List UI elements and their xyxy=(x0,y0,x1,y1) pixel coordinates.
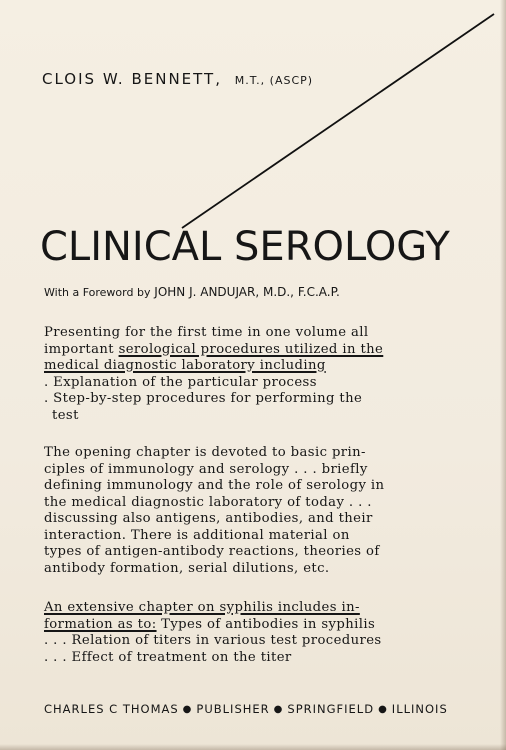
page-edge-shadow xyxy=(0,744,506,750)
syphilis-line: . . . Relation of titers in various test procedures xyxy=(44,633,382,648)
underlined-text: An extensive chapter on syphilis includes in- xyxy=(44,600,360,615)
bullet-item-continuation: test xyxy=(52,407,79,423)
author-credentials: M.T., (ASCP) xyxy=(234,74,314,87)
page-edge-shadow xyxy=(500,0,506,750)
intro-line xyxy=(44,358,464,375)
bullet-dot-icon: ● xyxy=(273,704,284,715)
syphilis-line xyxy=(44,600,464,617)
chapter-line: The opening chapter is devoted to basic prin- xyxy=(44,445,366,460)
publisher-line xyxy=(44,702,448,716)
chapter-line: defining immunology and the role of serology in xyxy=(44,478,385,493)
intro-line: Presenting for the first time in one volume all xyxy=(44,325,369,340)
underlined-text: medical diagnostic laboratory including xyxy=(44,358,326,373)
intro-line xyxy=(44,342,464,359)
underlined-text: formation as to: xyxy=(44,616,157,632)
underlined-text: serological procedures utilized in the xyxy=(118,341,384,357)
bullet-dot-icon: ● xyxy=(182,704,193,715)
publisher-name: CHARLES C THOMAS xyxy=(44,702,179,716)
foreword-line xyxy=(44,285,340,299)
author-line xyxy=(42,70,313,88)
syphilis-text: Types of antibodies in syphilis xyxy=(156,616,376,632)
syphilis-line: . . . Effect of treatment on the titer xyxy=(44,649,292,665)
chapter-line: antibody formation, serial dilutions, etc. xyxy=(44,560,330,576)
chapter-line: discussing also antigens, antibodies, and their xyxy=(44,511,373,526)
intro-paragraph xyxy=(44,325,464,424)
syphilis-line xyxy=(44,617,464,634)
intro-text: important xyxy=(44,341,119,357)
book-title: CLINICAL SEROLOGY xyxy=(40,224,450,270)
bullet-dot-icon: ● xyxy=(378,704,388,715)
bullet-item: . Step-by-step procedures for performing the xyxy=(44,391,363,406)
publisher-city: SPRINGFIELD xyxy=(287,702,375,716)
chapter-line: ciples of immunology and serology . . . briefly xyxy=(44,461,368,477)
chapter-line: the medical diagnostic laboratory of today . . . xyxy=(44,494,372,510)
foreword-person: JOHN J. ANDUJAR, M.D., F.C.A.P. xyxy=(154,285,340,299)
diagonal-line xyxy=(182,14,494,228)
chapter-line: interaction. There is additional material on xyxy=(44,527,350,543)
foreword-lead: With a Foreword by xyxy=(44,286,151,299)
publisher-state: ILLINOIS xyxy=(391,702,448,716)
syphilis-paragraph xyxy=(44,600,464,666)
publisher-role: PUBLISHER xyxy=(196,702,270,716)
bullet-item: . Explanation of the particular process xyxy=(44,374,317,390)
author-name: CLOIS W. BENNETT, xyxy=(42,70,222,88)
chapter-line: types of antigen-antibody reactions, theories of xyxy=(44,544,380,559)
chapter-description xyxy=(44,445,464,577)
